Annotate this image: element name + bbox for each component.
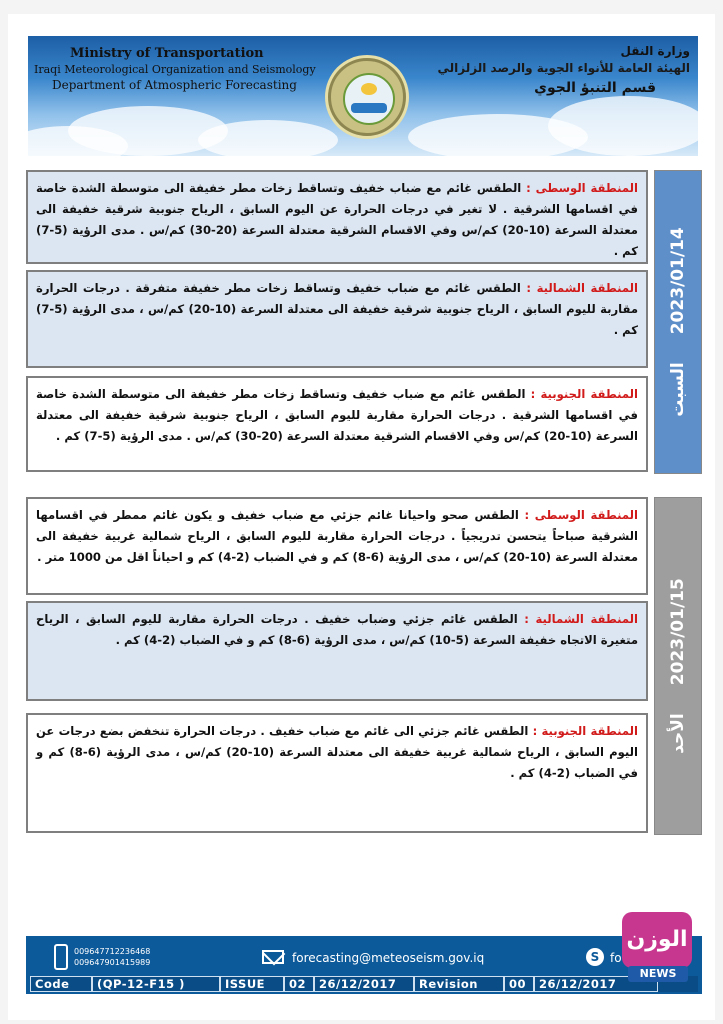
document-code-row: [30, 976, 698, 992]
region-name: المنطقة الوسطى :: [524, 508, 638, 522]
day-label-column: [654, 497, 702, 835]
region-south-day1: [26, 376, 648, 472]
region-forecast-text: الطقس غائم مع ضباب خفيف وتساقط زخات مطر خفيفة الى متوسطة الشدة خاصة في اقسامها الشرقية . درجات الحرارة مقاربة لليوم السابق ، الرياح جنوبية شرقية خفيفة الى معتدلة السرعة (10-20) كم/س وفي الاقسام الشرقية معتدلة السرعة (20-30) كم/س . مدى الرؤية (5-7) كم .: [36, 387, 638, 443]
code-label: Code: [30, 976, 92, 992]
day-name: الأحد: [668, 713, 688, 754]
phone-icon: [54, 944, 68, 970]
issue-date: 26/12/2017: [314, 976, 414, 992]
department-name-ar: قسم التنبؤ الجوي: [534, 80, 656, 96]
ministry-name-ar: وزارة النقل: [620, 44, 690, 58]
watermark-news: NEWS: [628, 966, 688, 982]
ministry-name-en: Ministry of Transportation: [70, 46, 264, 61]
region-name: المنطقة الوسطى :: [526, 181, 638, 195]
region-forecast-text: الطقس غائم جزئي وضباب خفيف . درجات الحرارة مقاربة لليوم السابق ، الرياح متغيرة الاتجاه خفيفة السرعة (5-10) كم/س ، مدى الرؤية (6-8) كم و في الضباب (2-4) كم .: [36, 612, 638, 647]
footer: [26, 936, 702, 994]
day-date: 2023/01/15: [668, 578, 688, 686]
region-north-day2: [26, 601, 648, 701]
region-name: المنطقة الجنوبية :: [532, 724, 638, 738]
organization-name-ar: الهيئة العامة للأنواء الجوية والرصد الزلزالي: [437, 61, 690, 75]
day-block-1: [26, 170, 702, 474]
region-forecast-text: الطقس صحو واحيانا غائم جزئي مع ضباب خفيف و يكون غائم ممطر في اقسامها الشرقية صباحاً يتحسن تدريجياً . درجات الحرارة مقاربة لليوم السابق ، الرياح شمالية غربية خفيفة الى معتدلة السرعة (10-20) كم/س ، مدى الرؤية (6-8) كم و في الضباب (2-4) كم و احياناً اقل من 1000 متر .: [36, 508, 638, 564]
day-block-2: [26, 497, 702, 835]
day-name: السبت: [668, 362, 688, 417]
email-link[interactable]: forecasting@meteoseism.gov.iq: [292, 951, 485, 965]
organization-logo: [328, 58, 406, 136]
revision-value: 00: [504, 976, 534, 992]
header-arabic: [438, 44, 690, 96]
region-name: المنطقة الجنوبية :: [530, 387, 638, 401]
region-central-day2: [26, 497, 648, 595]
department-name-en: Department of Atmospheric Forecasting: [52, 78, 297, 92]
day-date: 2023/01/14: [668, 227, 688, 335]
watermark-brand: الوزن: [622, 912, 692, 968]
code-value: (QP-12-F15 ): [92, 976, 220, 992]
mail-icon: [262, 950, 284, 964]
revision-date: 26/12/2017: [534, 976, 658, 992]
organization-name-en: Iraqi Meteorological Organization and Seismology: [34, 63, 316, 76]
phone-number-1: 009647712236468: [74, 947, 151, 956]
header-english: [34, 46, 316, 92]
issue-label: ISSUE: [220, 976, 284, 992]
header-banner: [28, 36, 698, 156]
region-south-day2: [26, 713, 648, 833]
revision-label: Revision: [414, 976, 504, 992]
region-forecast-text: الطقس غائم جزئي الى غائم مع ضباب خفيف . درجات الحرارة تنخفض بضع درجات عن اليوم السابق ، الرياح شمالية غربية خفيفة الى معتدلة السرعة (10-20) كم/س ، مدى الرؤية (6-8) كم و في الضباب (2-4) كم .: [36, 724, 638, 780]
phone-number-2: 009647901415989: [74, 958, 151, 967]
region-central-day1: [26, 170, 648, 264]
day-label: [668, 564, 688, 768]
news-watermark-logo: [622, 912, 694, 982]
skype-icon: S: [586, 948, 604, 966]
region-forecast-text: الطقس غائم مع ضباب خفيف وتساقط زخات مطر خفيفة متفرقة . درجات الحرارة مقاربة لليوم السابق ، الرياح جنوبية شرقية خفيفة الى معتدلة السرعة (10-20) كم/س ، مدى الرؤية (5-7) كم .: [36, 281, 638, 337]
issue-value: 02: [284, 976, 314, 992]
region-name: المنطقة الشمالية :: [526, 281, 638, 295]
skype-handle: fo: [610, 951, 622, 965]
region-name: المنطقة الشمالية :: [524, 612, 638, 626]
phone-numbers: [74, 946, 150, 968]
day-label: [668, 213, 688, 431]
region-forecast-text: الطقس غائم مع ضباب خفيف وتساقط زخات مطر خفيفة الى متوسطة الشدة خاصة في اقسامها الشرقية . لا تغير في درجات الحرارة عن اليوم السابق ، الرياح جنوبية شرقية خفيفة الى معتدلة السرعة (10-20) كم/س وفي الاقسام الشرقية معتدلة السرعة (20-30) كم/س . مدى الرؤية (5-7) كم .: [36, 181, 638, 258]
region-north-day1: [26, 270, 648, 368]
day-label-column: [654, 170, 702, 474]
